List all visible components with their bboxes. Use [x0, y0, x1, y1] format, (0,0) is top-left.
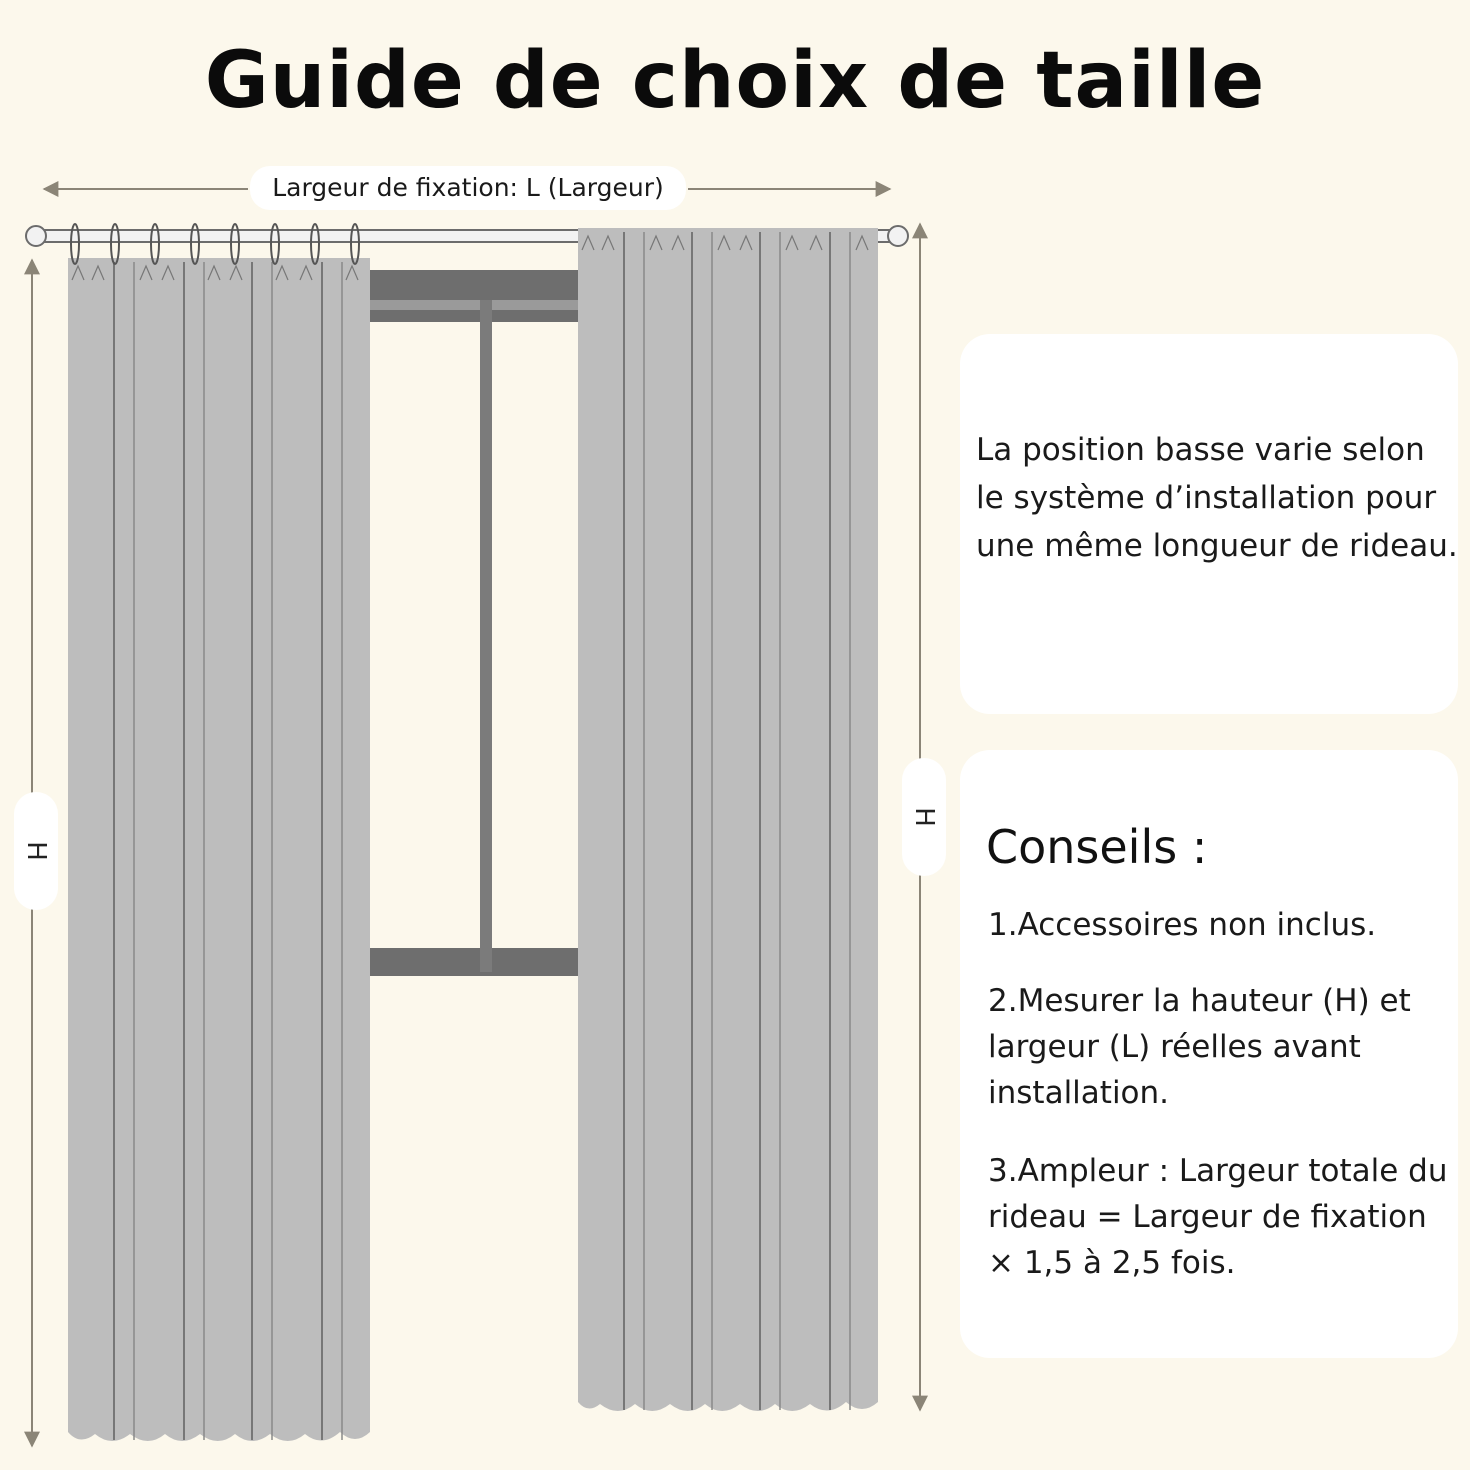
window	[368, 270, 578, 976]
height-label-right: H	[909, 807, 939, 827]
right-curtain-panel	[578, 228, 878, 1411]
note-text: La position basse varie selon le système d’installation pour une même longueur de rideau.	[976, 432, 1458, 564]
tips-card	[960, 750, 1458, 1358]
height-label-left: H	[21, 841, 51, 861]
width-label: Largeur de fixation: L (Largeur)	[250, 166, 686, 210]
tips-heading: Conseils :	[986, 820, 1208, 874]
height-tag-right	[902, 758, 946, 876]
tip-item: 3.Ampleur : Largeur totale du rideau = Largeur de fixation × 1,5 à 2,5 fois.	[988, 1153, 1448, 1281]
tip-item: 1.Accessoires non inclus.	[988, 907, 1377, 943]
height-tag-left	[14, 792, 58, 910]
tip-item: 2.Mesurer la hauteur (H) et largeur (L) réelles avant installation.	[988, 983, 1411, 1111]
left-curtain-panel	[68, 258, 370, 1441]
note-card	[960, 334, 1458, 714]
page-title: Guide de choix de taille	[204, 36, 1266, 126]
